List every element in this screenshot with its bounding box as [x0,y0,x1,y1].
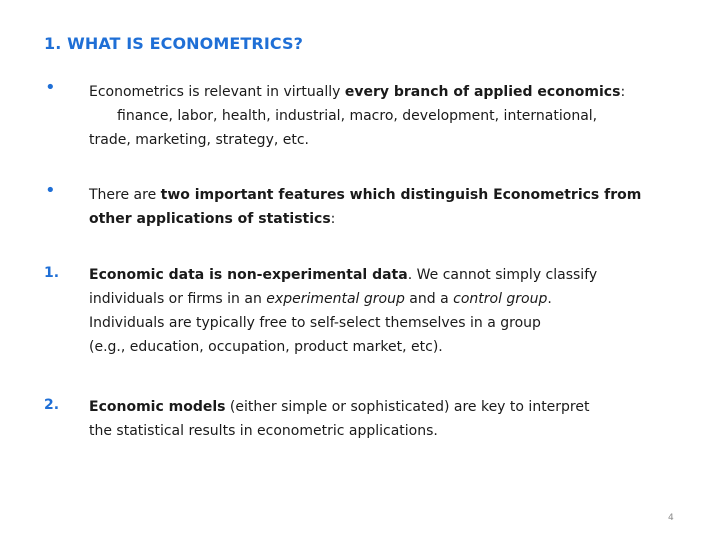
number-marker: 1. [44,265,60,281]
numbered-line [89,287,684,311]
text-run: and a [404,291,454,307]
emphasis-text: two important features which distinguish Econometrics from [160,187,642,203]
text-run: : [330,211,336,227]
text-run: Econometrics is relevant in virtually [89,84,345,100]
bullet-line [89,80,684,104]
numbered-line [89,395,684,419]
text-run: . [547,291,552,307]
text-run: (either simple or sophisticated) are key to interpret [225,399,590,415]
bullet-text [89,183,684,231]
emphasis-text: other applications of statistics [89,211,331,227]
numbered-line [89,263,684,287]
numbered-text [89,263,684,359]
numbered-text [89,395,684,443]
number-marker: 2. [44,397,60,413]
text-run: individuals or firms in an [89,291,267,307]
numbered-line: (e.g., education, occupation, product market, etc). [89,339,443,355]
bullet-text [89,80,684,152]
numbered-line: the statistical results in econometric applications. [89,423,438,439]
numbered-line: Individuals are typically free to self-select themselves in a group [89,315,541,331]
bullet-line: finance, labor, health, industrial, macro, development, international, [117,108,598,124]
bullet-line [89,183,684,207]
slide-title: 1. WHAT IS ECONOMETRICS? [44,34,304,53]
italic-text: control group [453,291,548,307]
emphasis-text: every branch of applied economics [344,84,621,100]
emphasis-text: Economic data is non-experimental data [89,267,408,283]
bullet-line: trade, marketing, strategy, etc. [89,132,310,148]
emphasis-text: Economic models [89,399,226,415]
bullet-marker: • [45,77,56,98]
text-run: : [620,84,626,100]
bullet-marker: • [45,180,56,201]
bullet-line [89,207,684,231]
italic-text: experimental group [266,291,405,307]
text-run: There are [89,187,161,203]
text-run: . We cannot simply classify [407,267,598,283]
page-number: 4 [668,513,674,523]
